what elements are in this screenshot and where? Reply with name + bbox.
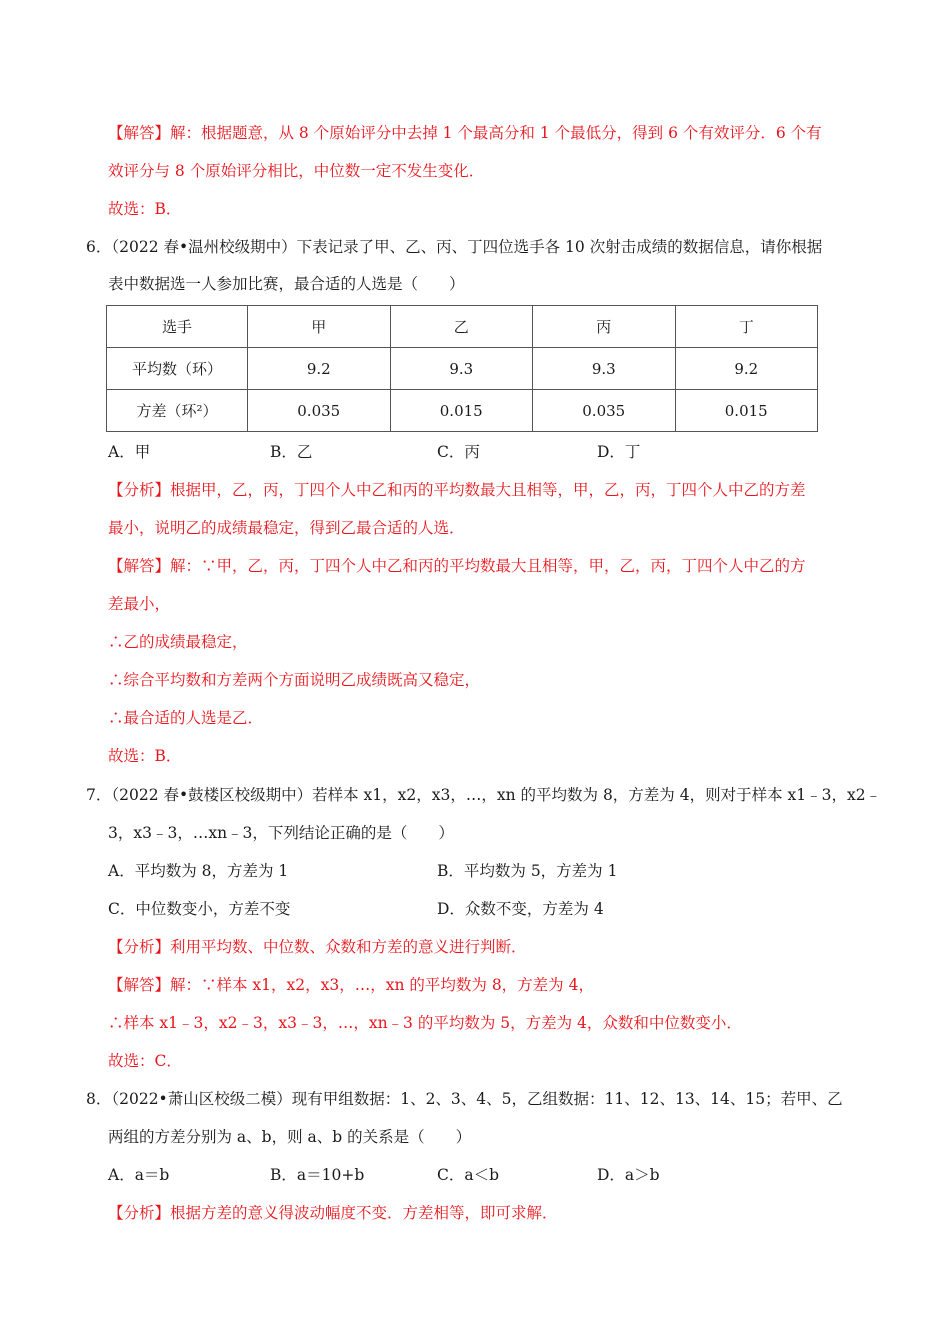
q6-score-table [106,305,818,432]
q7-stem-line2: 3，x3﹣3，…xn﹣3，下列结论正确的是（ ） [108,824,454,842]
q7-analysis: 【分析】利用平均数、中位数、众数和方差的意义进行判断． [108,938,527,956]
q8-analysis: 【分析】根据方差的意义得波动幅度不变．方差相等，即可求解． [108,1204,558,1222]
q6-answer-line3: ∴乙的成绩最稳定， [108,633,248,651]
q7-stem-line1: 7．（2022 春•鼓楼区校级期中）若样本 x1，x2，x3，…，xn 的平均数为 8，方差为 4，则对于样本 x1﹣3，x2﹣ [86,786,882,804]
q7-answer-line1: 【解答】解：∵样本 x1，x2，x3，…，xn 的平均数为 8，方差为 4， [108,976,594,994]
table-cell: 乙 [390,306,533,348]
q6-answer-line2: 差最小， [108,595,171,613]
q7-option-a: A．平均数为 8，方差为 1 [108,862,289,880]
table-cell: 方差（环²） [107,390,248,432]
q6-answer-line5: ∴最合适的人选是乙． [108,709,264,727]
table-cell: 9.2 [675,348,818,390]
q6-answer-line1: 【解答】解：∵甲，乙，丙，丁四个人中乙和丙的平均数最大且相等，甲，乙，丙，丁四个人中乙的方 [108,557,806,575]
q7-option-c: C．中位数变小，方差不变 [108,900,291,918]
table-cell: 丁 [675,306,818,348]
q5-choice: 故选：B． [108,200,182,218]
table-cell: 选手 [107,306,248,348]
q5-answer-line2: 效评分与 8 个原始评分相比，中位数一定不发生变化． [108,162,485,180]
table-cell: 0.035 [533,390,676,432]
q6-answer-line4: ∴综合平均数和方差两个方面说明乙成绩既高又稳定， [108,671,481,689]
table-cell: 9.3 [390,348,533,390]
table-cell: 0.015 [675,390,818,432]
q5-answer-line1: 【解答】解：根据题意，从 8 个原始评分中去掉 1 个最高分和 1 个最低分，得到 6 个有效评分．6 个有 [108,124,822,142]
table-row [107,348,818,390]
q6-stem-line1: 6．（2022 春•温州校级期中）下表记录了甲、乙、丙、丁四位选手各 10 次射击成绩的数据信息，请你根据 [86,238,823,256]
q8-option-b: B．a＝10+b [270,1166,365,1184]
table-cell: 0.015 [390,390,533,432]
q6-choice: 故选：B． [108,747,182,765]
table-cell: 平均数（环） [107,348,248,390]
q6-option-a: A．甲 [108,443,151,461]
table-row [107,390,818,432]
q6-stem-line2: 表中数据选一人参加比赛，最合适的人选是（ ） [108,275,465,293]
table-cell: 丙 [533,306,676,348]
table-cell: 甲 [248,306,391,348]
q8-option-d: D．a＞b [597,1166,660,1184]
q7-option-b: B．平均数为 5，方差为 1 [437,862,618,880]
q8-option-c: C．a＜b [437,1166,500,1184]
table-cell: 9.2 [248,348,391,390]
table-header-row [107,306,818,348]
q8-stem-line1: 8．（2022•萧山区校级二模）现有甲组数据：1、2、3、4、5，乙组数据：11、12、13、14、15；若甲、乙 [86,1090,843,1108]
q6-option-c: C．丙 [437,443,480,461]
q6-option-b: B．乙 [270,443,313,461]
q6-option-d: D．丁 [597,443,641,461]
q7-choice: 故选：C． [108,1052,182,1070]
q7-answer-line2: ∴样本 x1﹣3，x2﹣3，x3﹣3，…，xn﹣3 的平均数为 5，方差为 4，众数和中位数变小． [108,1014,742,1032]
table-cell: 9.3 [533,348,676,390]
q8-option-a: A．a＝b [108,1166,170,1184]
q6-analysis-line2: 最小，说明乙的成绩最稳定，得到乙最合适的人选． [108,519,465,537]
table-cell: 0.035 [248,390,391,432]
q7-option-d: D．众数不变，方差为 4 [437,900,604,918]
q6-analysis-line1: 【分析】根据甲，乙，丙，丁四个人中乙和丙的平均数最大且相等，甲，乙，丙，丁四个人中乙的方差 [108,481,806,499]
q8-stem-line2: 两组的方差分别为 a、b，则 a、b 的关系是（ ） [108,1128,472,1146]
